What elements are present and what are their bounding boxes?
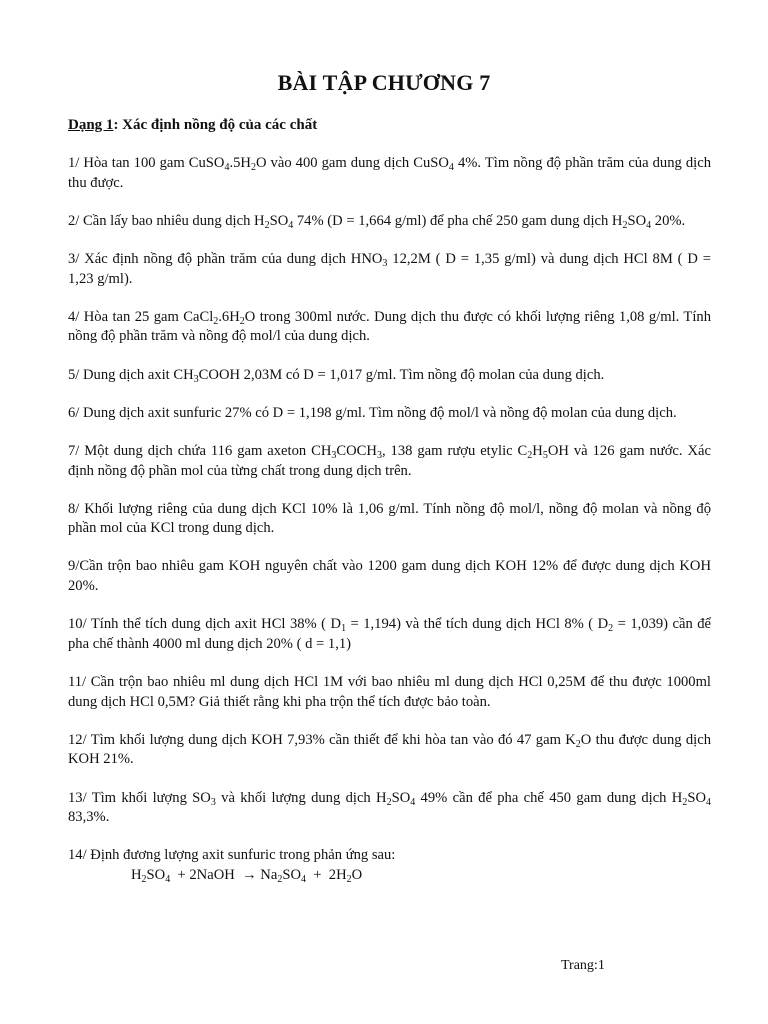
section-text: : Xác định nồng độ của các chất — [113, 117, 318, 133]
problem-14: 14/ Định đương lượng axit sunfuric trong phản ứng sau: — [68, 847, 396, 864]
problem-list — [68, 154, 711, 886]
problem-6: 6/ Dung dịch axit sunfuric 27% có D = 1,198 g/ml. Tìm nồng độ mol/l và nồng độ molan của dung dịch. — [68, 404, 677, 421]
section-label: Dạng 1 — [68, 117, 114, 133]
problem-1: 1/ Hòa tan 100 gam $CuSO_4.5H_2O$ vào 400 gam dung dịch CuSO$_4$ 4%. Tìm nồng độ phần trăm của dung dịch thu được. — [68, 155, 711, 191]
problem-5: 5/ Dung dịch axit $CH_3COOH$ 2,03M có D = 1,017 g/ml. Tìm nồng độ molan của dung dịch. — [68, 366, 605, 385]
section-heading — [68, 117, 317, 134]
problem-9: 9/Cần trộn bao nhiêu gam KOH nguyên chất vào 1200 gam dung dịch KOH 12% để được dung dịch KOH 20%. — [68, 558, 711, 595]
problem-11: 11/ Cần trộn bao nhiêu ml dung dịch HCl 1M với bao nhiêu ml dung dịch HCl 0,25M để thu được 1000ml dung dịch HCl 0,5M? Giả thiết rằng khi pha trộn thể tích được bảo toàn. — [68, 674, 711, 710]
problem-7: 7/ Một dung dịch chứa 116 gam axeton $CH_3COCH_3$, 138 gam rượu etylic $C_2H_5OH$ và 126 gam nước. Xác định nồng độ phần mol của từng chất trong dung dịch trên. — [68, 442, 712, 479]
problem-8: 8/ Khối lượng riêng của dung dịch KCl 10% là 1,06 g/ml. Tính nồng độ mol/l, nồng độ molan và nồng độ phần mol của KCl trong dung dịch. — [68, 500, 711, 537]
problem-13: 13/ Tìm khối lượng $SO_3$ và khối lượng dung dịch $H_2SO_4$ 49% cần để pha chế 450 gam dung dịch $H_2SO_4$ 83,3%. — [68, 789, 711, 826]
reaction-equation: $H_2SO_4$ + 2NaOH → $Na_2SO_4 + 2H_2O$ — [131, 866, 363, 885]
problem-12: 12/ Tìm khối lượng dung dịch KOH 7,93% cần thiết để khi hòa tan vào đó 47 gam $K_2O$ thu được dung dịch KOH 21%. — [68, 731, 711, 768]
problem-2: 2/ Cần lấy bao nhiêu dung dịch $H_2SO_4$ 74% (D = 1,664 g/ml) để pha chế 250 gam dung dịch $H_2SO_4$ 20%. — [68, 212, 686, 231]
problem-3: 3/ Xác định nồng độ phần trăm của dung dịch $HNO_3$ 12,2M ( D = 1,35 g/ml) và dung dịch HCl 8M ( D = 1,23 g/ml). — [68, 250, 711, 287]
page-title: BÀI TẬP CHƯƠNG 7 — [277, 70, 491, 95]
problem-10: 10/ Tính thể tích dung dịch axit HCl 38% ( $D_1 = 1,194$) và thể tích dung dịch HCl 8% ( $D_2 = 1,039$) cần để pha chế thành 4000 ml dung dịch 20% ( d = 1,1) — [68, 616, 711, 652]
problem-4: 4/ Hòa tan 25 gam $CaCl_2.6H_2O$ trong 300ml nước. Dung dịch thu được có khối lượng riêng 1,08 g/ml. Tính nồng độ phần trăm và nồng độ mol/l của dung dịch. — [68, 308, 711, 345]
page-number: Trang:1 — [561, 958, 605, 973]
